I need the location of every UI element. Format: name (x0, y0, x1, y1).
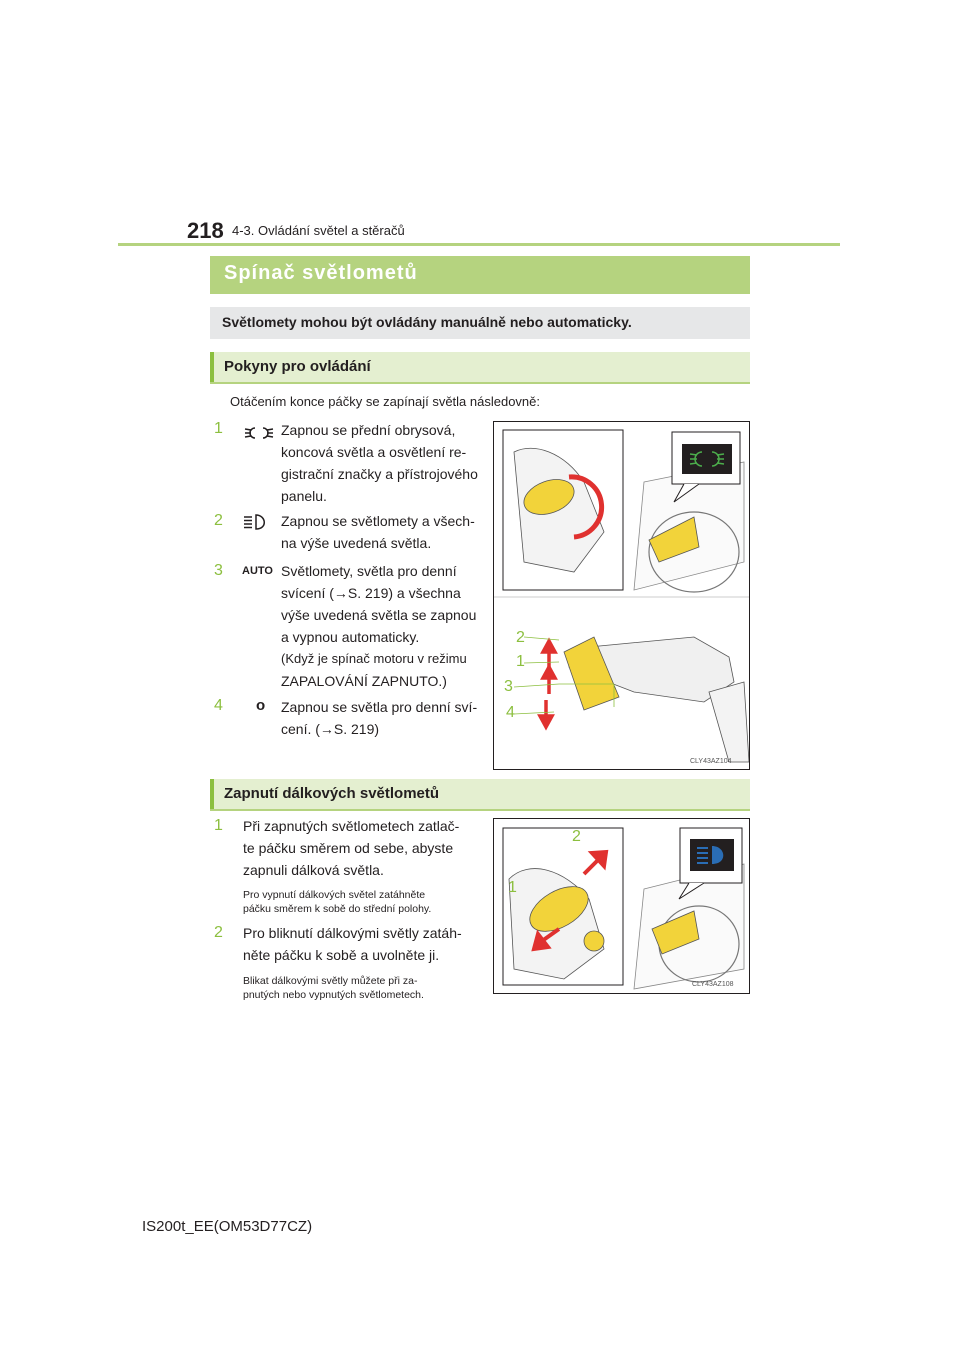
item-number: 3 (214, 562, 223, 579)
figure-callout: 3 (504, 678, 513, 695)
figure-caption: CLY43AZ104 (690, 758, 732, 765)
item-note: Pro vypnutí dálkových světel zatáhněte páčku směrem k sobě do střední polohy. (243, 889, 432, 915)
item-description: Světlomety, světla pro denní svícení (→S. 219) a všechna výše uvedená světla se zapnou a vypnou automaticky. (Když je spínač motoru v režimu ZAPALOVÁNÍ ZAPNUTO.) (281, 563, 477, 689)
operation-lead: Otáčením konce páčky se zapínají světla následovně: (230, 394, 541, 409)
item-number: 4 (214, 697, 223, 714)
intro-box (210, 307, 750, 339)
figure-callout: 1 (508, 879, 517, 896)
intro-text: Světlomety mohou být ovládány manuálně nebo automaticky. (222, 314, 632, 330)
figure-callout: 1 (516, 653, 525, 670)
high-beam-heading: Zapnutí dálkových světlometů (224, 785, 440, 802)
high-beam-heading-bar (210, 779, 750, 811)
side-lights-icon (244, 423, 274, 445)
item-number: 1 (214, 420, 223, 437)
figure-callout: 4 (506, 704, 515, 721)
operation-heading-bar (210, 352, 750, 384)
section-title-bar (210, 256, 750, 294)
headlight-icon (242, 512, 272, 534)
section-title: Spínač světlometů (224, 262, 418, 284)
lever-figure (493, 421, 750, 770)
drl-icon: o (256, 697, 266, 714)
page-number: 218 (187, 218, 224, 243)
item-number: 1 (214, 817, 223, 834)
item-description: Zapnou se světlomety a všech- na výše uvedená světla. (281, 513, 475, 551)
high-beam-figure (493, 818, 750, 994)
auto-icon: AUTO (242, 565, 273, 577)
item-number: 2 (214, 512, 223, 529)
header-rule (118, 243, 840, 246)
item-description: Při zapnutých světlometech zatlač- te páčku směrem od sebe, abyste zapnuli dálková světla. (243, 818, 460, 878)
item-description: Zapnou se světla pro denní sví- cení. (→S. 219) (281, 699, 478, 737)
item-note: Blikat dálkovými světly můžete při za- pnutých nebo vypnutých světlometech. (243, 975, 424, 1001)
footer-model: IS200t_EE(OM53D77CZ) (142, 1218, 313, 1235)
item-description: Pro bliknutí dálkovými světly zatáh- něte páčku k sobě a uvolněte ji. (243, 925, 462, 963)
item-description: Zapnou se přední obrysová, koncová světla a osvětlení re- gistrační značky a přístrojového panelu. (281, 422, 478, 504)
heading-marker (210, 779, 214, 809)
figure-callout: 2 (572, 828, 581, 845)
figure-caption: CLY43AZ108 (692, 981, 734, 988)
heading-marker (210, 352, 214, 382)
item-number: 2 (214, 924, 223, 941)
figure-callout: 2 (516, 629, 525, 646)
chapter-title: 4-3. Ovládání světel a stěračů (232, 223, 405, 238)
operation-heading: Pokyny pro ovládání (224, 358, 371, 375)
